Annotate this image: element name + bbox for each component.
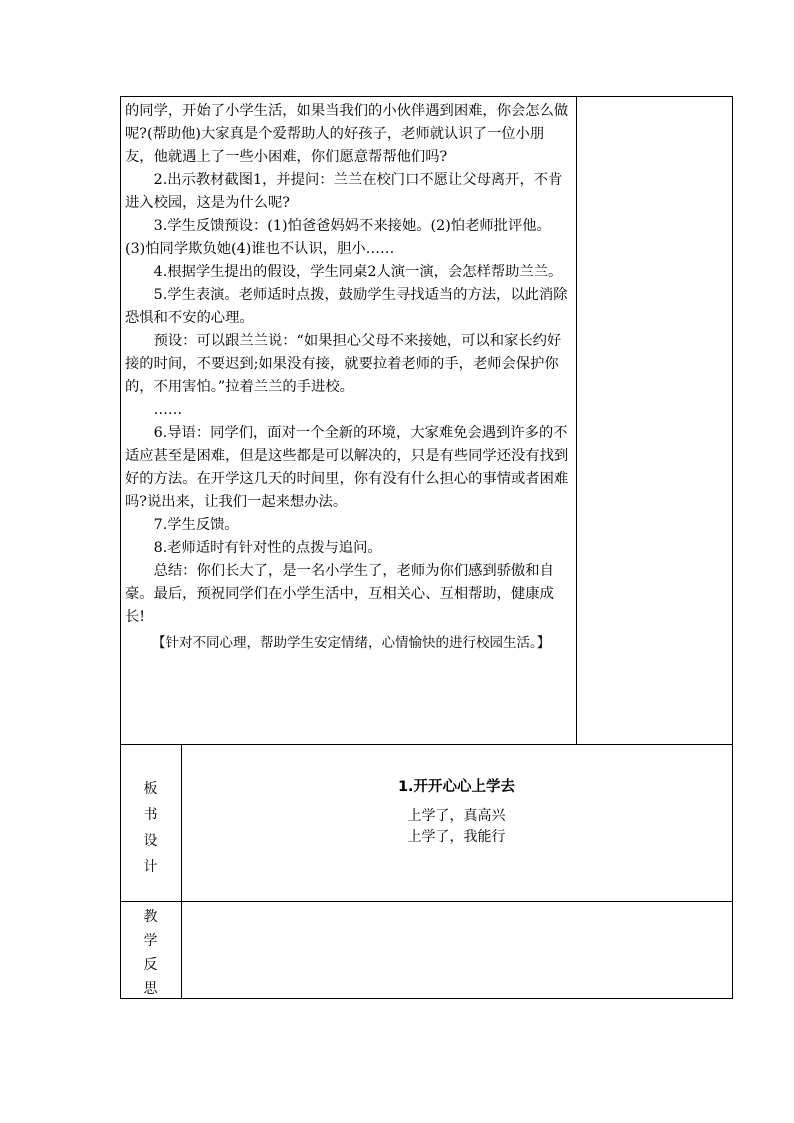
design-intent-note: 【针对不同心理，帮助学生安定情绪，心情愉快的进行校园生活。】 (152, 635, 551, 651)
board-design-content (181, 777, 732, 848)
label-char: 教 (143, 909, 158, 925)
board-design-label (121, 776, 180, 880)
label-char: 反 (143, 957, 158, 973)
teaching-process-cell (125, 100, 571, 655)
board-line: 上学了，我能行 (407, 829, 506, 845)
row-divider-board (120, 744, 733, 745)
process-paragraph: 6.导语：同学们，面对一个全新的环境，大家难免会遇到许多的不适应甚至是困难，但是这些都是可以解决的，只是有些同学还没有找到好的方法。在开学这几天的时间里，你有没有什么担心的事情或者困难吗?说出来，让我们一起来想办法。 (125, 425, 569, 510)
label-char: 书 (143, 807, 158, 823)
process-paragraph: 7.学生反馈。 (153, 517, 239, 533)
teaching-reflection-label (121, 905, 180, 1001)
process-paragraph: …… (153, 402, 183, 418)
label-char: 板 (143, 781, 158, 797)
process-paragraph: 4.根据学生提出的假设，学生同桌2人演一演，会怎样帮助兰兰。 (153, 264, 563, 280)
row-divider-reflection (120, 901, 733, 902)
label-char: 学 (143, 933, 158, 949)
right-column-divider (576, 96, 577, 745)
process-paragraph: 8.老师适时有针对性的点拨与追问。 (153, 540, 382, 556)
label-char: 计 (143, 859, 158, 875)
board-line: 上学了，真高兴 (407, 808, 506, 824)
process-paragraph: 的同学，开始了小学生活，如果当我们的小伙伴遇到困难，你会怎么做呢?(帮助他)大家真是个爱帮助人的好孩子，老师就认识了一位小朋友，他就遇上了一些小困难，你们愿意帮帮他们吗? (125, 103, 569, 165)
label-char: 设 (143, 833, 158, 849)
process-paragraph: 总结：你们长大了，是一名小学生了，老师为你们感到骄傲和自豪。最后，预祝同学们在小学生活中，互相关心、互相帮助，健康成长! (125, 563, 554, 625)
label-char: 思 (143, 981, 158, 997)
process-paragraph: 2.出示教材截图1，并提问：兰兰在校门口不愿让父母离开，不肯进入校园，这是为什么呢? (125, 172, 563, 211)
board-title: 1.开开心心上学去 (397, 779, 516, 795)
process-paragraph: 3.学生反馈预设：(1)怕爸爸妈妈不来接她。(2)怕老师批评他。(3)怕同学欺负她(4)谁也不认识，胆小…… (125, 218, 551, 257)
process-paragraph: 预设：可以跟兰兰说：“如果担心父母不来接她，可以和家长约好接的时间，不要迟到;如果没有接，就要拉着老师的手，老师会保护你的，不用害怕。”拉着兰兰的手进校。 (125, 333, 562, 395)
process-paragraph: 5.学生表演。老师适时点拨，鼓励学生寻找适当的方法，以此消除恐惧和不安的心理。 (125, 287, 568, 326)
